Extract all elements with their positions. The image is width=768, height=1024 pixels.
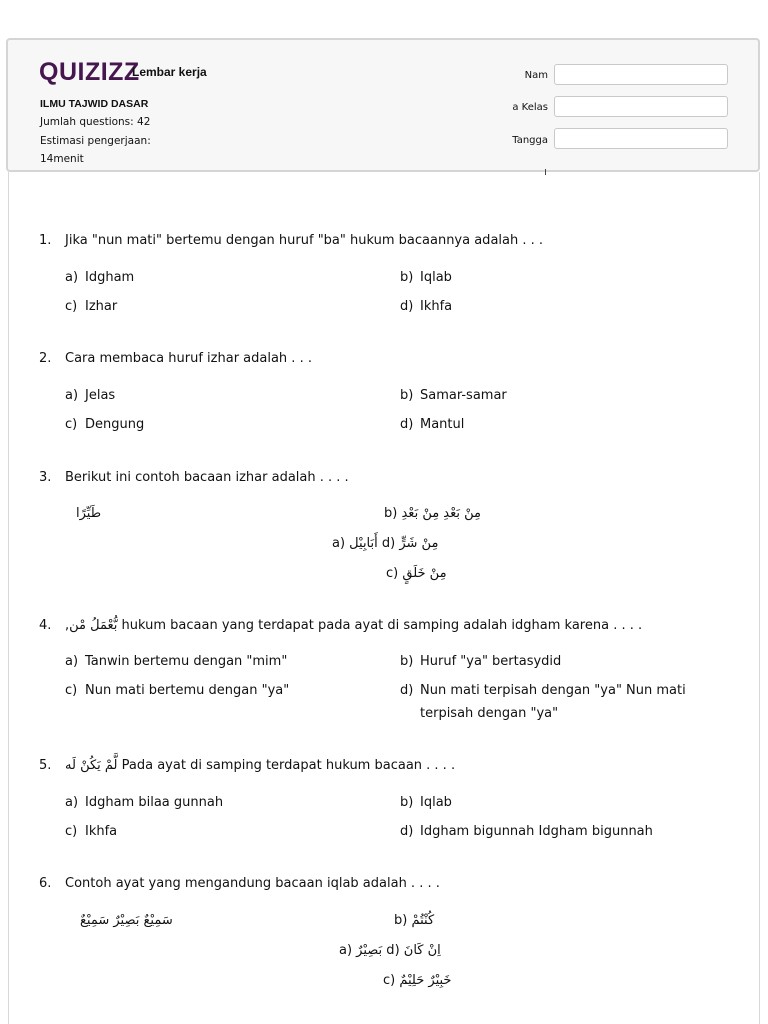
estimate-label: Estimasi pengerjaan:: [40, 135, 151, 147]
worksheet-header: [6, 38, 760, 172]
option-b[interactable]: [400, 270, 452, 285]
stem-arabic: لَّمْ يَكُنْ لَه: [65, 758, 118, 773]
option-key: b): [400, 270, 414, 285]
name-field[interactable]: [554, 64, 728, 85]
option-d[interactable]: [400, 299, 452, 314]
question-stem: [65, 758, 455, 773]
option-text: Ikhfa: [420, 299, 453, 314]
option-key: b): [400, 795, 414, 810]
question-number: 6.: [39, 876, 52, 891]
option-c[interactable]: [65, 417, 144, 432]
stem-text: hukum bacaan yang terdapat pada ayat di samping adalah idgham karena . . . .: [117, 618, 643, 633]
class-field[interactable]: [554, 96, 728, 117]
option-key: d): [400, 299, 414, 314]
question-number: 1.: [39, 233, 52, 248]
sheet-border-right: [759, 172, 760, 1024]
option-text: Idgham bilaa gunnah: [85, 795, 224, 810]
option-key: c): [65, 683, 78, 698]
option-key: b): [400, 388, 414, 403]
option-c[interactable]: [65, 683, 289, 698]
option-key: a): [65, 654, 79, 669]
option-key: a): [65, 795, 79, 810]
estimate-value: 14menit: [40, 153, 84, 165]
option-text: Huruf "ya" bertasydid: [420, 654, 562, 669]
option-a[interactable]: [65, 270, 134, 285]
option-text: Nun mati bertemu dengan "ya": [85, 683, 290, 698]
question-number: 4.: [39, 618, 52, 633]
option-b[interactable]: [400, 388, 507, 403]
option-key: d): [400, 824, 414, 839]
arabic-options-line-3[interactable]: مِنْ خَلَقٍ (c: [386, 566, 447, 581]
arabic-example: سَمِيْعٌ بَصِيْرٌ سَمِيْعٌ: [80, 913, 173, 928]
option-key: a): [65, 388, 79, 403]
option-d-continued: terpisah dengan "ya": [420, 706, 559, 721]
question-count: Jumlah questions: 42: [40, 116, 151, 128]
option-text: Izhar: [85, 299, 118, 314]
sheet-type-label: Lembar kerja: [132, 65, 207, 79]
question-number: 3.: [39, 470, 52, 485]
question-stem: Contoh ayat yang mengandung bacaan iqlab adalah . . . .: [65, 876, 440, 891]
option-key: c): [65, 824, 78, 839]
option-d[interactable]: [400, 683, 686, 698]
arabic-options-line-1[interactable]: كُنْتُمْ (b: [394, 913, 435, 928]
option-a[interactable]: [65, 388, 115, 403]
class-field-label: a Kelas: [512, 102, 548, 113]
date-field[interactable]: [554, 128, 728, 149]
worksheet-title: ILMU TAJWID DASAR: [40, 98, 149, 110]
tick-mark: [545, 169, 546, 175]
option-key: c): [65, 417, 78, 432]
option-c[interactable]: [65, 824, 117, 839]
option-text: Jelas: [85, 388, 116, 403]
option-text: Nun mati terpisah dengan "ya" Nun mati: [420, 683, 686, 698]
option-d[interactable]: [400, 824, 653, 839]
option-text: Samar-samar: [420, 388, 507, 403]
option-text: Ikhfa: [85, 824, 118, 839]
option-c[interactable]: [65, 299, 117, 314]
option-text: Mantul: [420, 417, 465, 432]
option-text: Tanwin bertemu dengan "mim": [85, 654, 288, 669]
option-d[interactable]: [400, 417, 464, 432]
quizizz-logo: QUIZIZZ: [39, 58, 140, 86]
option-key: d): [400, 683, 414, 698]
question-number: 2.: [39, 351, 52, 366]
option-key: b): [400, 654, 414, 669]
arabic-options-line-3[interactable]: خَبِيْرٌ حَلِيْمٌ (c: [383, 973, 452, 988]
option-text: Idgham: [85, 270, 135, 285]
arabic-options-line-1[interactable]: مِنْ بَعْدِ مِنْ بَعْدِ (b: [384, 506, 482, 521]
option-key: a): [65, 270, 79, 285]
question-number: 5.: [39, 758, 52, 773]
option-b[interactable]: [400, 795, 452, 810]
question-stem: Jika "nun mati" bertemu dengan huruf "ba" hukum bacaannya adalah . . .: [65, 233, 544, 248]
option-text: Dengung: [85, 417, 145, 432]
option-a[interactable]: [65, 654, 287, 669]
sheet-border-left: [8, 172, 9, 1024]
question-stem: Berikut ini contoh bacaan izhar adalah . . . .: [65, 470, 349, 485]
stem-text: Pada ayat di samping terdapat hukum bacaan . . . .: [117, 758, 456, 773]
arabic-example: طَيِّرًا: [76, 506, 102, 521]
question-stem: Cara membaca huruf izhar adalah . . .: [65, 351, 312, 366]
date-field-label: Tangga: [512, 135, 548, 146]
option-text: Iqlab: [420, 270, 452, 285]
stem-arabic: بُّعْمَلُ مْن,: [65, 618, 118, 633]
question-stem: [65, 618, 642, 633]
arabic-options-line-2[interactable]: مِنْ شَرٍّ (d أَبَابِيْل (a: [332, 536, 439, 551]
option-b[interactable]: [400, 654, 561, 669]
arabic-options-line-2[interactable]: اِنْ كَانَ (d بَصِيْرٌ (a: [339, 943, 441, 958]
option-key: c): [65, 299, 78, 314]
option-text: Idgham bigunnah Idgham bigunnah: [420, 824, 653, 839]
name-field-label: Nam: [524, 70, 548, 81]
option-text: Iqlab: [420, 795, 452, 810]
option-a[interactable]: [65, 795, 223, 810]
option-key: d): [400, 417, 414, 432]
